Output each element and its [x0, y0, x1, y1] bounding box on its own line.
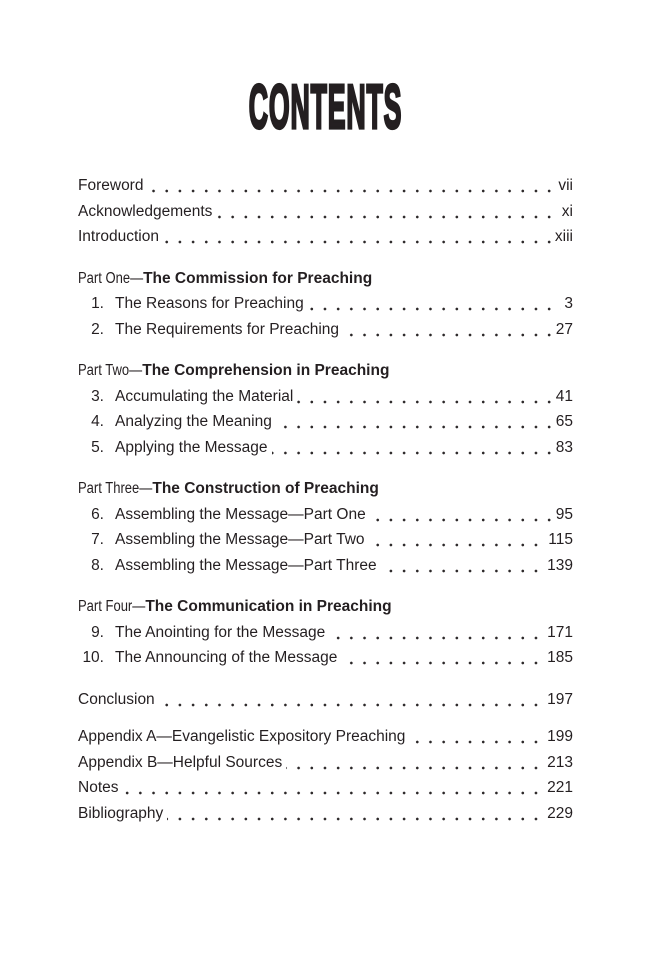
entry-label: Introduction	[78, 224, 163, 250]
part-one-section	[78, 266, 573, 343]
chapter-number: 6.	[91, 505, 104, 523]
entry-label: Foreword	[78, 173, 147, 199]
toc-chapter-8	[78, 553, 573, 579]
page-number: xi	[559, 199, 573, 225]
toc-entry-introduction	[78, 224, 573, 250]
chapter-title: Analyzing the Meaning	[115, 413, 272, 430]
page-number: 95	[553, 502, 573, 528]
entry-label: Conclusion	[78, 687, 159, 713]
contents-title: CONTENTS	[248, 73, 403, 142]
page-number: xiii	[552, 224, 573, 250]
toc-entry-appendix-b	[78, 750, 573, 776]
toc-entry-appendix-a	[78, 724, 573, 750]
page-number: 199	[544, 724, 573, 750]
chapter-number: 1.	[91, 295, 104, 312]
toc-entry-acknowledgements	[78, 199, 573, 225]
entry-label: Acknowledgements	[78, 199, 216, 225]
toc-chapter-3	[78, 384, 573, 410]
part-four-header	[78, 594, 573, 620]
part-three-header	[78, 476, 573, 502]
toc-chapter-4	[78, 409, 573, 435]
page-number: 185	[544, 645, 573, 671]
page-number: 65	[553, 409, 573, 435]
chapter-title: The Anointing for the Message	[115, 623, 326, 641]
chapter-title: Assembling the Message—Part Two	[115, 531, 365, 548]
page-number: 171	[544, 620, 573, 646]
part-three-section	[78, 476, 573, 578]
part-title: The Construction of Preaching	[152, 480, 379, 497]
page-number: 139	[544, 553, 573, 579]
chapter-title: Assembling the Message—Part Three	[115, 556, 377, 574]
page-number: 83	[553, 435, 573, 461]
toc-chapter-10	[78, 645, 573, 671]
part-title: The Commission for Preaching	[143, 269, 373, 287]
toc-entry-notes	[78, 775, 573, 801]
page-number: 221	[544, 775, 573, 801]
page-number: 197	[544, 687, 573, 713]
part-prefix: Part Two—	[78, 362, 143, 379]
toc-entry-foreword	[78, 173, 573, 199]
toc-chapter-6	[78, 502, 573, 528]
toc-chapter-1	[78, 291, 573, 317]
part-prefix: Part Three—	[78, 480, 153, 497]
chapter-number: 3.	[91, 387, 104, 405]
back-matter-section	[78, 724, 573, 826]
toc-chapter-9	[78, 620, 573, 646]
toc-chapter-2	[78, 317, 573, 343]
toc-chapter-7	[78, 527, 573, 553]
chapter-number: 8.	[91, 556, 104, 574]
toc-chapter-5	[78, 435, 573, 461]
conclusion-section	[78, 687, 573, 713]
page-number: 229	[544, 801, 573, 827]
chapter-number: 2.	[91, 320, 104, 338]
page-number: vii	[555, 173, 573, 199]
entry-label: Appendix A—Evangelistic Expository Preaching	[78, 724, 409, 750]
part-title: The Comprehension in Preaching	[142, 362, 390, 379]
chapter-number: 9.	[91, 623, 104, 641]
chapter-number: 5.	[91, 438, 104, 456]
part-prefix: Part Four—	[78, 598, 146, 615]
entry-label: Notes	[78, 775, 123, 801]
page-number: 41	[553, 384, 573, 410]
part-two-section	[78, 358, 573, 460]
chapter-number: 7.	[91, 531, 104, 548]
page-number: 115	[545, 527, 573, 553]
chapter-title: Applying the Message	[115, 438, 268, 456]
entry-label: Bibliography	[78, 801, 167, 827]
chapter-number: 10.	[82, 649, 104, 666]
part-title: The Communication in Preaching	[145, 598, 392, 615]
chapter-title: The Requirements for Preaching	[115, 320, 340, 338]
chapter-title: The Reasons for Preaching	[115, 295, 304, 312]
toc-entry-conclusion	[78, 687, 573, 713]
chapter-title: Assembling the Message—Part One	[115, 505, 366, 523]
page-header	[78, 73, 573, 142]
toc-entry-bibliography	[78, 801, 573, 827]
chapter-title: Accumulating the Material	[115, 387, 294, 405]
part-one-header	[78, 266, 573, 292]
page-number: 27	[553, 317, 573, 343]
entry-label: Appendix B—Helpful Sources	[78, 750, 286, 776]
part-prefix: Part One—	[78, 269, 144, 287]
page-number: 3	[561, 291, 573, 317]
chapter-number: 4.	[91, 413, 104, 430]
page-number: 213	[544, 750, 573, 776]
part-four-section	[78, 594, 573, 671]
part-two-header	[78, 358, 573, 384]
front-matter-section	[78, 173, 573, 250]
chapter-title: The Announcing of the Message	[115, 649, 338, 666]
